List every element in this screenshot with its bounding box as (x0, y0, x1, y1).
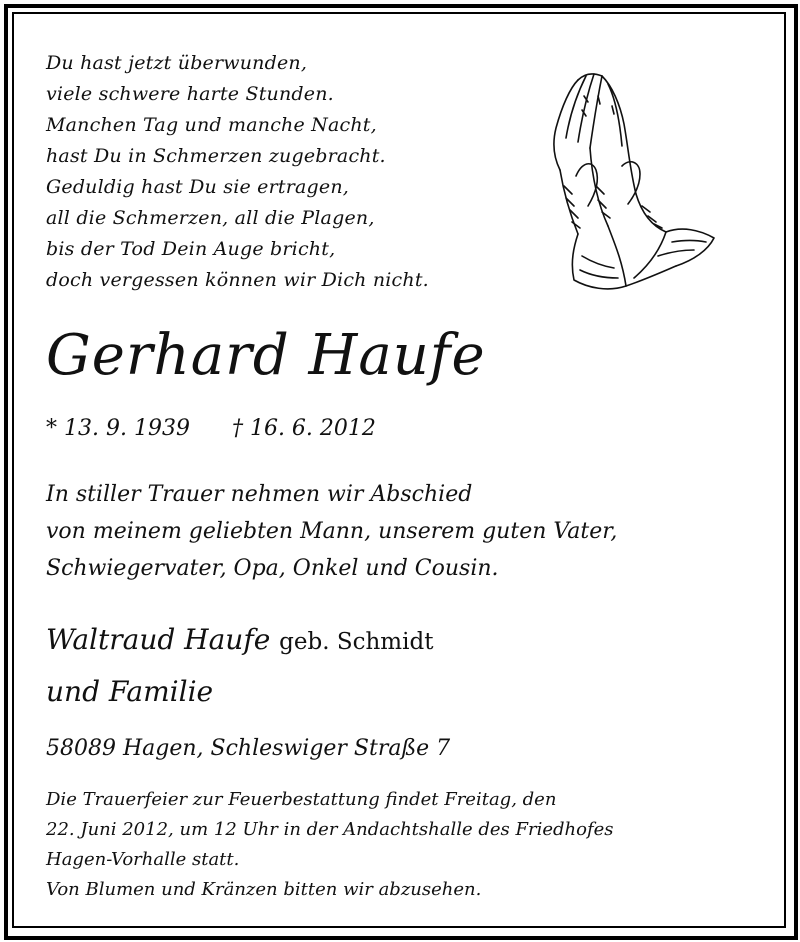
deceased-name: Gerhard Haufe (46, 323, 486, 388)
maiden-name: geb. Schmidt (279, 629, 434, 655)
family-signature (46, 615, 433, 717)
poem-line: Du hast jetzt überwunden, (46, 52, 308, 74)
widow-name: Waltraud Haufe (46, 623, 271, 656)
poem-line: hast Du in Schmerzen zugebracht. (46, 145, 386, 167)
life-dates (46, 413, 376, 445)
funeral-line: Die Trauerfeier zur Feuerbestattung findet Freitag, den (46, 789, 557, 810)
poem-line: bis der Tod Dein Auge bricht, (46, 238, 336, 260)
mourning-line: von meinem geliebten Mann, unserem guten Vater, (46, 519, 618, 544)
poem-line: Manchen Tag und manche Nacht, (46, 114, 377, 136)
funeral-notice (46, 785, 614, 905)
poem-line: doch vergessen können wir Dich nicht. (46, 269, 429, 291)
death-date: † 16. 6. 2012 (231, 416, 376, 441)
funeral-line: Hagen-Vorhalle statt. (46, 849, 240, 870)
birth-date: * 13. 9. 1939 (46, 416, 190, 441)
family-line: und Familie (46, 675, 214, 708)
poem-line: Geduldig hast Du sie ertragen, (46, 176, 350, 198)
poem-line: viele schwere harte Stunden. (46, 83, 334, 105)
poem (46, 48, 429, 296)
address: 58089 Hagen, Schleswiger Straße 7 (46, 736, 451, 761)
mourning-line: In stiller Trauer nehmen wir Abschied (46, 482, 473, 507)
funeral-line: Von Blumen und Kränzen bitten wir abzusehen. (46, 879, 482, 900)
funeral-line: 22. Juni 2012, um 12 Uhr in der Andachtshalle des Friedhofes (46, 819, 614, 840)
poem-line: all die Schmerzen, all die Plagen, (46, 207, 375, 229)
mourning-line: Schwiegervater, Opa, Onkel und Cousin. (46, 556, 499, 581)
mourning-text (46, 476, 617, 587)
praying-hands-icon (548, 66, 720, 298)
